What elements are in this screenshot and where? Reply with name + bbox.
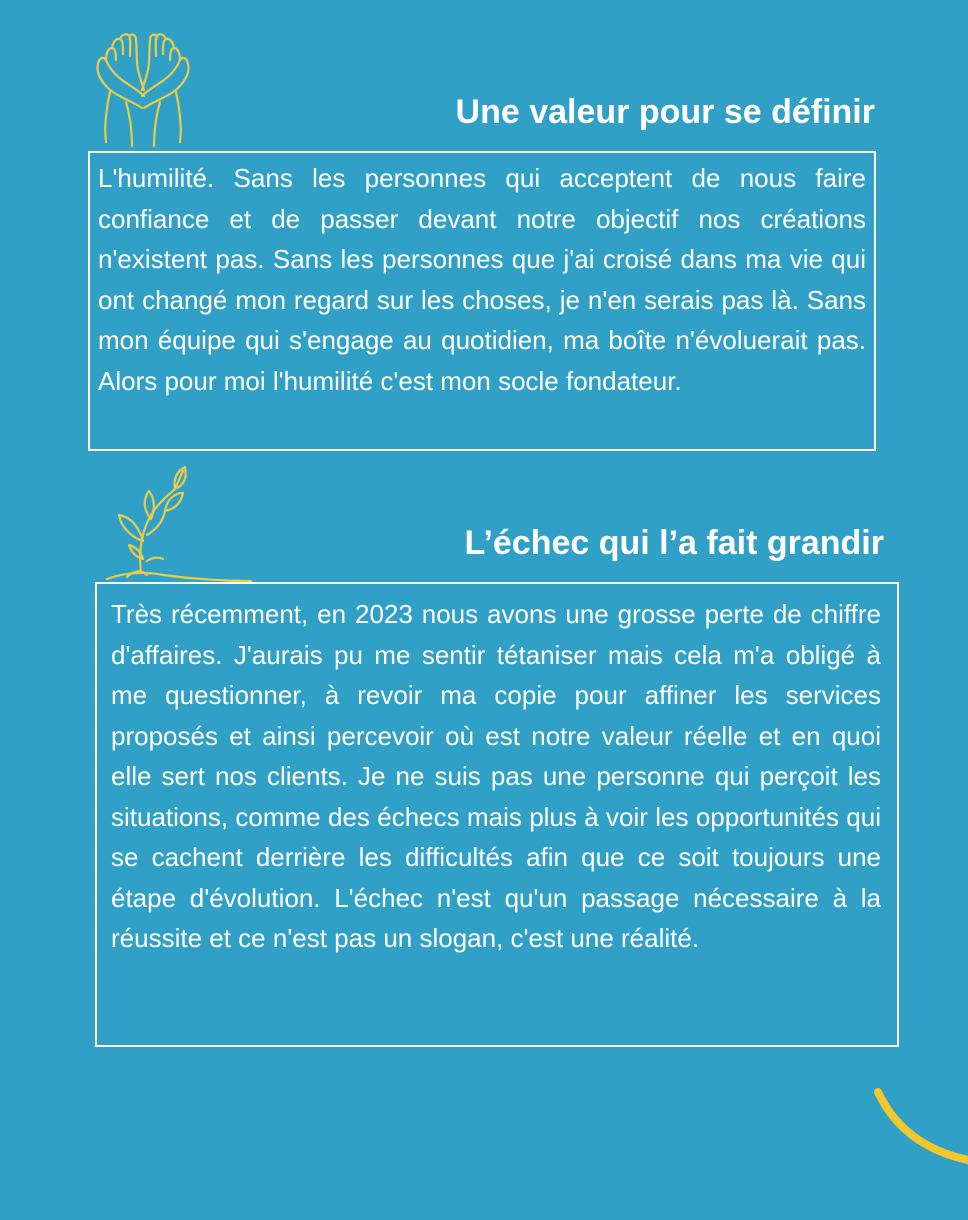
open-hands-icon — [86, 30, 201, 148]
decorative-arc — [860, 1080, 968, 1170]
section-text-box — [88, 151, 876, 451]
sprout-icon — [103, 463, 253, 588]
section-title: L’échec qui l’a fait grandir — [464, 524, 884, 562]
section-text: Très récemment, en 2023 nous avons une grosse perte de chiffre d'affaires. J'aurais pu me sentir tétaniser mais cela m'a obligé à me questionner, à revoir ma copie pour affiner les services proposés et ainsi percevoir où est notre valeur réelle et en quoi elle sert nos clients. Je ne suis pas une personne qui perçoit les situations, comme des échecs mais plus à voir les opportunités qui se cachent derrière les difficultés afin que ce soit toujours une étape d'évolution. L'échec n'est qu'un passage nécessaire à la réussite et ce n'est pas un slogan, c'est une réalité. — [111, 599, 881, 953]
section-text: L'humilité. Sans les personnes qui acceptent de nous faire confiance et de passer devant notre objectif nos créations n'existent pas. Sans les personnes que j'ai croisé dans ma vie qui ont changé mon regard sur les choses, je n'en serais pas là. Sans mon équipe qui s'engage au quotidien, ma boîte n'évoluerait pas. Alors pour moi l'humilité c'est mon socle fondateur. — [98, 163, 866, 396]
section-text-box — [95, 582, 899, 1047]
section-title: Une valeur pour se définir — [455, 93, 875, 131]
